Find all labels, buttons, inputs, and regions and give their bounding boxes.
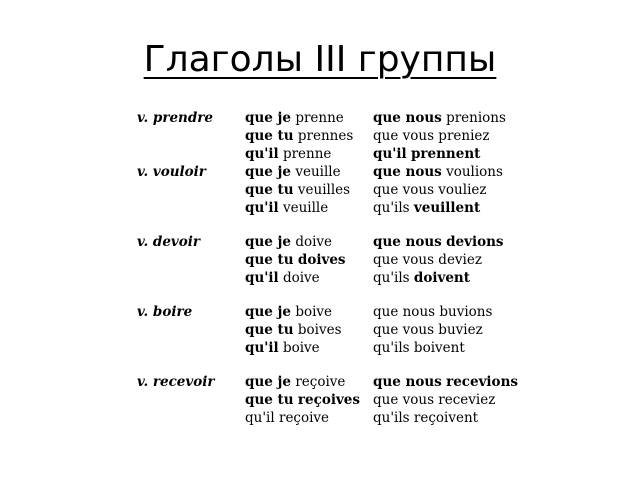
plural-form [373,234,504,251]
plural-form [373,340,465,357]
pronoun: qu'ils [373,410,410,426]
plural-form [373,322,483,339]
verb-form: prennes [297,128,354,144]
verb-form: doivent [413,270,470,286]
verb-form: voulions [446,164,503,180]
pronoun: que je [245,234,292,250]
verb-form: preniez [438,128,490,144]
plural-form [373,252,482,269]
verb-form: devions [446,234,504,250]
plural-form [373,270,470,287]
plural-form [373,374,518,391]
verb-label: v. vouloir [137,164,206,180]
page-title: Глаголы III группы [143,39,497,80]
verb-form: deviez [438,252,482,268]
verb-form: buviez [438,322,483,338]
singular-form [245,182,350,199]
pronoun: que nous [373,164,442,180]
singular-form [245,234,332,251]
plural-form [373,146,480,163]
singular-form [245,340,320,357]
verb-form: reçoives [297,392,360,408]
pronoun: que nous [373,234,442,250]
plural-form [373,128,490,145]
plural-form [373,200,480,217]
verb-form: receviez [438,392,496,408]
pronoun: que nous [373,374,442,390]
verb-label: v. devoir [137,234,201,250]
verb-form: veuillent [413,200,481,216]
singular-form [245,270,320,287]
pronoun: que je [245,374,292,390]
verb-form: prenne [295,110,344,126]
singular-form [245,322,342,339]
pronoun: que tu [245,182,294,198]
plural-form [373,304,492,321]
verb-form: doives [297,252,346,268]
verb-form: recevions [446,374,518,390]
verb-form: buvions [439,304,493,320]
verb-form: prenions [446,110,506,126]
pronoun: que je [245,304,292,320]
verb-form: reçoivent [413,410,479,426]
pronoun: qu'il [245,200,279,216]
pronoun: que tu [245,392,294,408]
pronoun: qu'il [373,146,407,162]
verb-form: reçoive [278,410,330,426]
verb-form: doive [282,270,320,286]
singular-form [245,128,353,145]
verb-form: reçoive [295,374,346,390]
pronoun: que tu [245,252,294,268]
pronoun: que tu [245,322,294,338]
singular-form [245,252,346,269]
plural-form [373,110,506,127]
pronoun: qu'il [245,146,279,162]
singular-form [245,410,329,427]
verb-label: v. prendre [137,110,213,126]
verb-form: veuilles [297,182,351,198]
verb-form: veuille [295,164,341,180]
pronoun: que vous [373,182,434,198]
pronoun: qu'il [245,270,279,286]
pronoun: que je [245,110,292,126]
singular-form [245,392,360,409]
pronoun: qu'ils [373,270,410,286]
verb-form: boive [295,304,333,320]
verb-form: doive [295,234,333,250]
verb-form: boivent [413,340,465,356]
plural-form [373,164,503,181]
pronoun: que vous [373,322,434,338]
pronoun: qu'ils [373,200,410,216]
pronoun: que vous [373,252,434,268]
verb-form: vouliez [438,182,487,198]
verb-form: veuille [282,200,329,216]
verb-form: boives [297,322,342,338]
singular-form [245,374,345,391]
verb-label: v. recevoir [137,374,215,390]
verb-form: prennent [410,146,481,162]
pronoun: qu'il [245,410,275,426]
plural-form [373,410,478,427]
plural-form [373,182,486,199]
verb-form: boive [282,340,320,356]
pronoun: que nous [373,110,442,126]
singular-form [245,200,328,217]
pronoun: que je [245,164,292,180]
verb-label: v. boire [137,304,193,320]
pronoun: qu'il [245,340,279,356]
pronoun: que tu [245,128,294,144]
singular-form [245,164,341,181]
singular-form [245,146,331,163]
pronoun: que nous [373,304,436,320]
singular-form [245,110,344,127]
plural-form [373,392,495,409]
pronoun: qu'ils [373,340,410,356]
pronoun: que vous [373,392,434,408]
verb-form: prenne [282,146,332,162]
singular-form [245,304,332,321]
pronoun: que vous [373,128,434,144]
